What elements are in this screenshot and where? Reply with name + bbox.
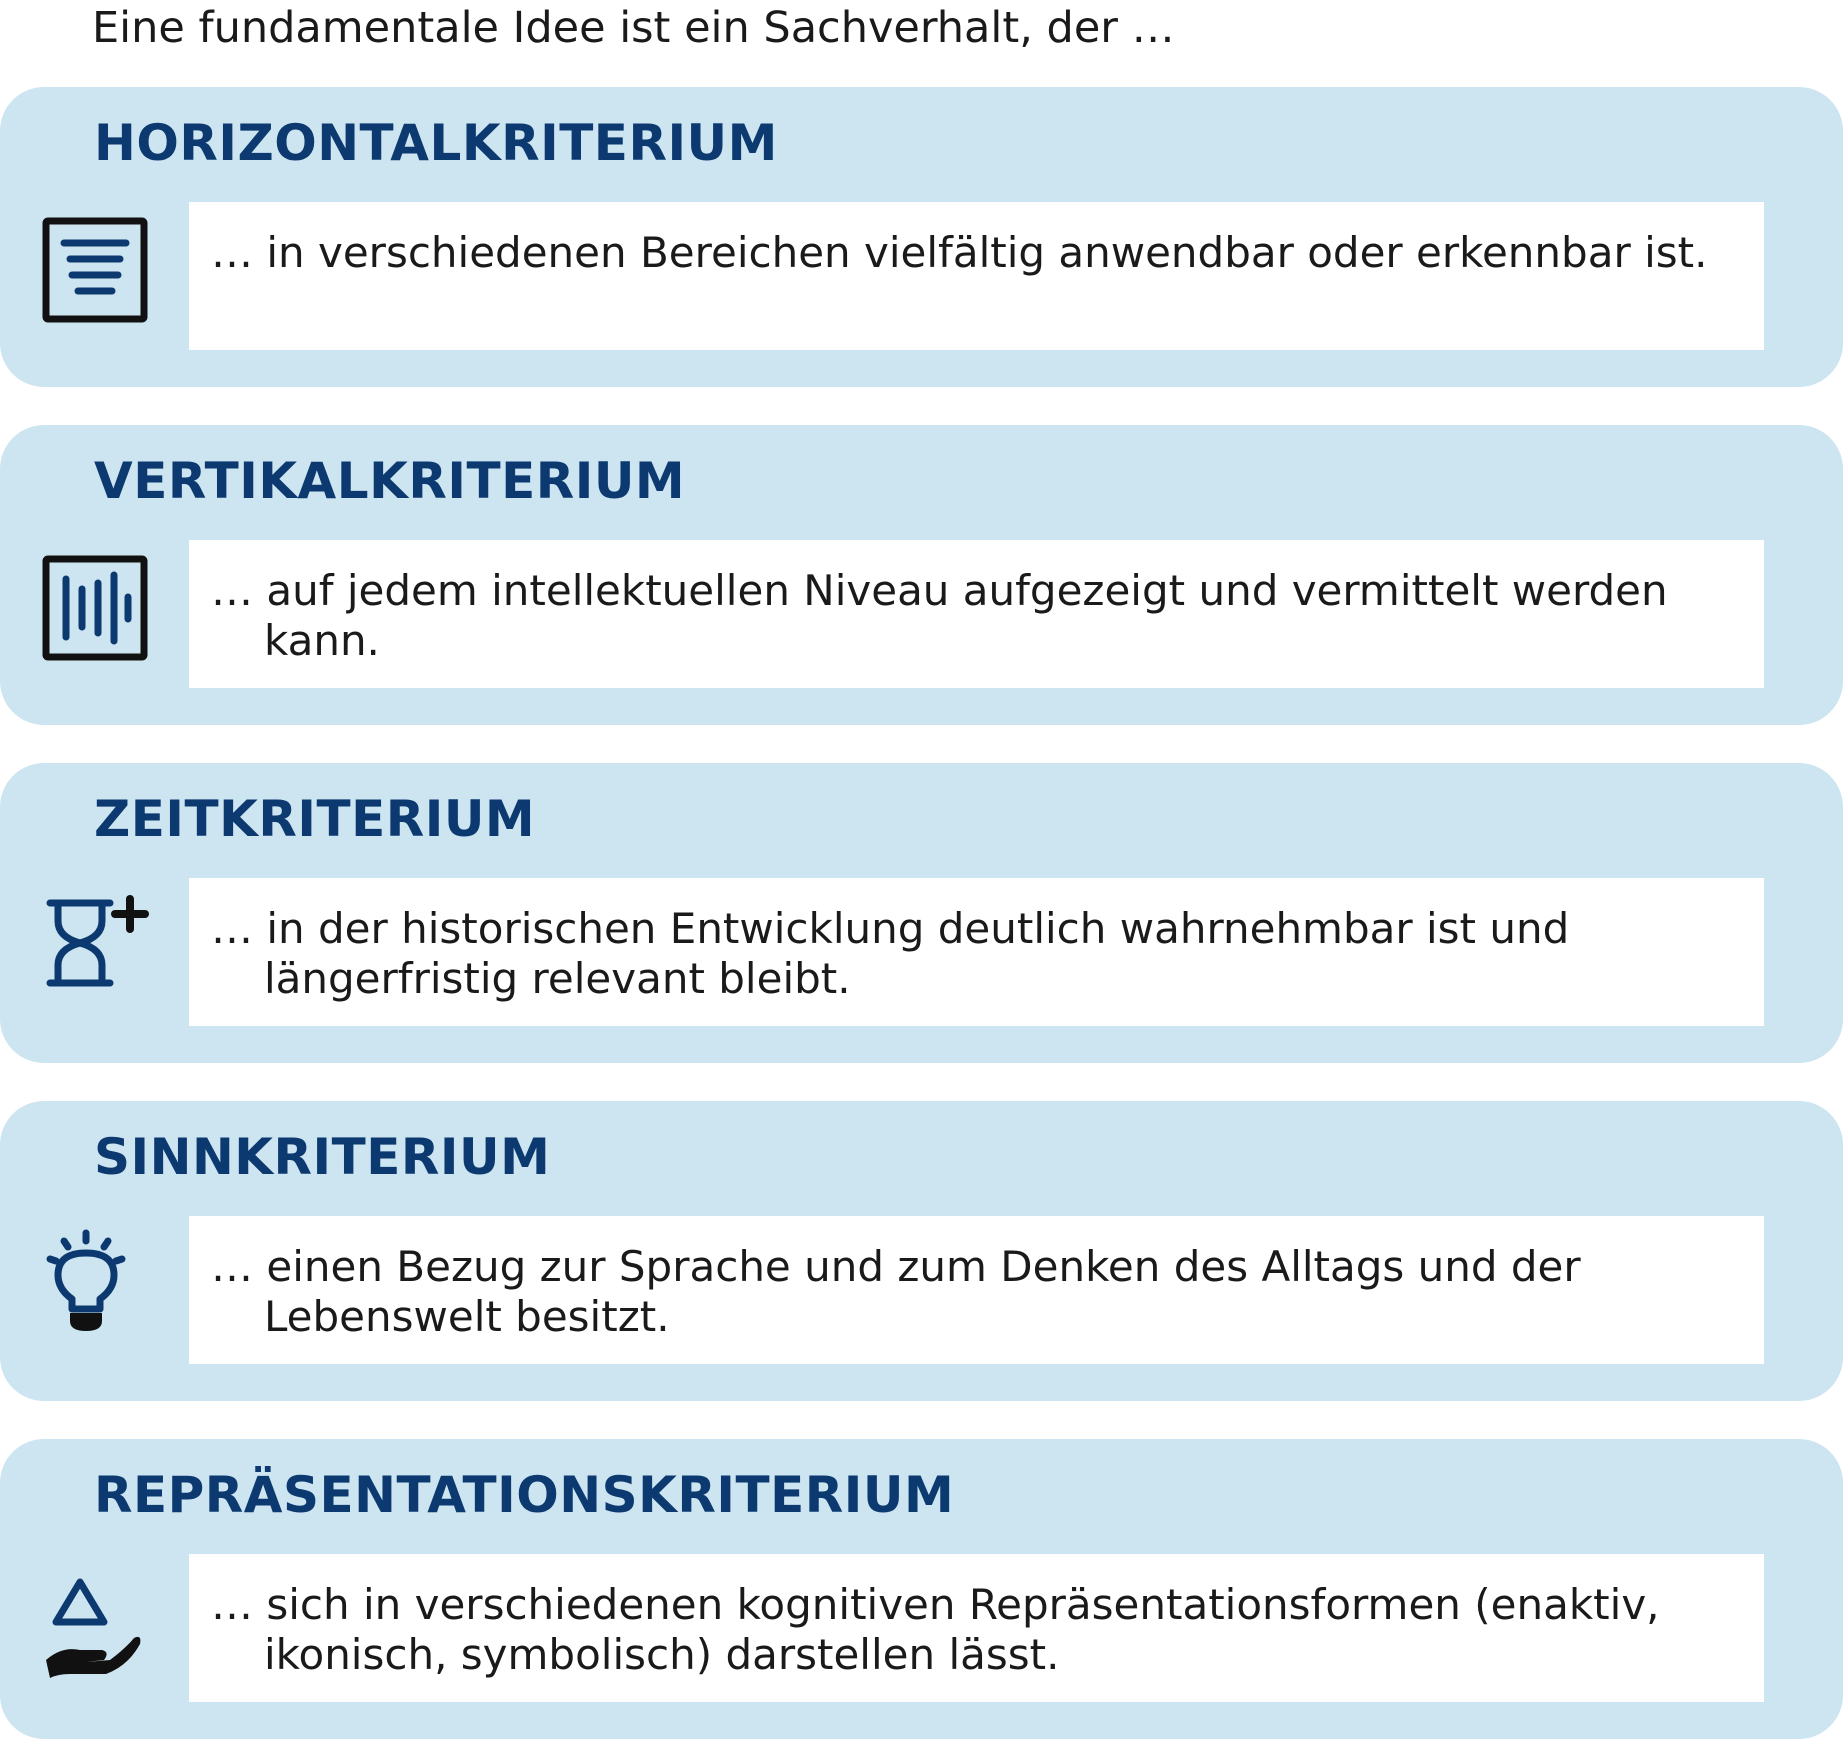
criterion-description-box bbox=[189, 1216, 1764, 1364]
criterion-description-box bbox=[189, 202, 1764, 350]
criterion-title: ZEITKRITERIUM bbox=[94, 790, 536, 848]
criterion-description: … auf jedem intellektuellen Niveau aufgezeigt und vermittelt werden kann. bbox=[211, 566, 1668, 665]
criterion-card-meaning bbox=[0, 1101, 1843, 1401]
criterion-description-box bbox=[189, 878, 1764, 1026]
criterion-card-time bbox=[0, 763, 1843, 1063]
criterion-title: VERTIKALKRITERIUM bbox=[94, 452, 686, 510]
hand-triangle-icon bbox=[40, 1574, 150, 1684]
criterion-description-box bbox=[189, 540, 1764, 688]
criterion-description: … in der historischen Entwicklung deutlich wahrnehmbar ist und längerfristig relevant bleibt. bbox=[211, 904, 1570, 1003]
criterion-description: … in verschiedenen Bereichen vielfältig anwendbar oder erkennbar ist. bbox=[211, 228, 1708, 277]
criterion-card-representation bbox=[0, 1439, 1843, 1739]
criterion-description: … sich in verschiedenen kognitiven Repräsentationsformen (enaktiv, ikonisch, symbolisch) darstellen lässt. bbox=[211, 1580, 1660, 1679]
vertical-bars-icon bbox=[40, 553, 150, 663]
hourglass-plus-icon bbox=[40, 891, 150, 1001]
document-lines-icon bbox=[40, 215, 150, 325]
criterion-description-box bbox=[189, 1554, 1764, 1702]
lightbulb-icon bbox=[40, 1229, 150, 1339]
criterion-card-horizontal bbox=[0, 87, 1843, 387]
criterion-title: SINNKRITERIUM bbox=[94, 1128, 551, 1186]
criterion-description: … einen Bezug zur Sprache und zum Denken des Alltags und der Lebenswelt besitzt. bbox=[211, 1242, 1581, 1341]
intro-text: Eine fundamentale Idee ist ein Sachverhalt, der … bbox=[92, 3, 1175, 53]
criterion-title: REPRÄSENTATIONSKRITERIUM bbox=[94, 1466, 955, 1524]
criterion-title: HORIZONTALKRITERIUM bbox=[94, 114, 778, 172]
criterion-card-vertical bbox=[0, 425, 1843, 725]
